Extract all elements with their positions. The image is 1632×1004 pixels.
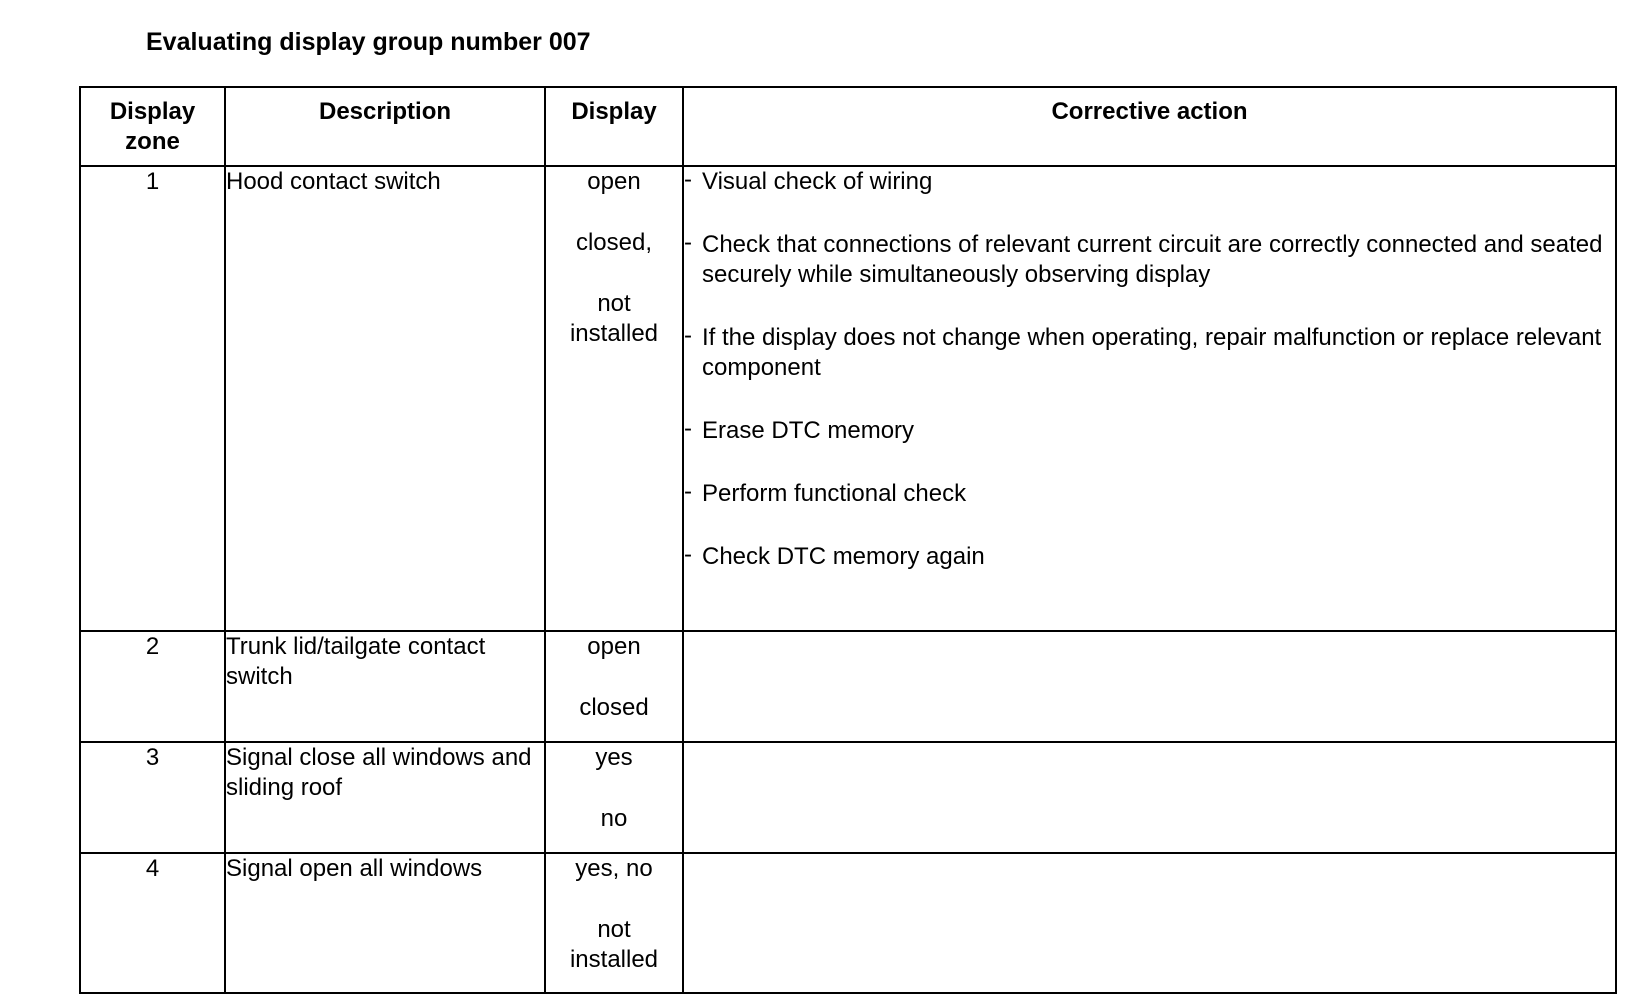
dash-bullet: - (684, 415, 692, 442)
zone-cell: 4 (80, 853, 225, 993)
display-value: not installed (569, 916, 659, 973)
page-title: Evaluating display group number 007 (146, 28, 591, 56)
zone-cell: 1 (80, 166, 225, 631)
dash-bullet: - (684, 322, 692, 349)
header-display: Display (545, 87, 683, 166)
description-cell: Trunk lid/tailgate contact switch (225, 631, 545, 742)
zone-cell: 2 (80, 631, 225, 742)
header-display-zone: Display zone (80, 87, 225, 166)
display-value: closed, (575, 229, 653, 256)
dash-bullet: - (684, 541, 692, 568)
table-row (80, 166, 1616, 631)
display-cell (545, 853, 683, 993)
description-cell: Signal close all windows and sliding roof (225, 742, 545, 853)
corrective-action-list (684, 167, 1615, 572)
action-item: - Check DTC memory again (684, 541, 985, 570)
corrective-action-cell (683, 166, 1616, 631)
action-item: - Check that connections of relevant current circuit are correctly connected and seated securely while simultaneously observing display (684, 229, 1603, 288)
action-item: - If the display does not change when operating, repair malfunction or replace relevant component (684, 322, 1602, 381)
table-row (80, 853, 1616, 993)
display-value: open (587, 168, 641, 195)
corrective-action-cell (683, 853, 1616, 993)
dash-bullet: - (684, 166, 692, 193)
header-corrective-action: Corrective action (683, 87, 1616, 166)
display-group-table (79, 86, 1617, 994)
table-header-row (80, 87, 1616, 166)
dash-bullet: - (684, 229, 692, 256)
display-cell (545, 166, 683, 631)
display-value: no (600, 805, 628, 832)
display-cell (545, 742, 683, 853)
dash-bullet: - (684, 478, 692, 505)
table-row (80, 742, 1616, 853)
action-item: - Perform functional check (684, 478, 967, 507)
corrective-action-cell (683, 631, 1616, 742)
display-value: closed (579, 694, 649, 721)
description-cell: Signal open all windows (225, 853, 545, 993)
header-description: Description (225, 87, 545, 166)
display-value: yes (595, 744, 633, 771)
action-item: - Visual check of wiring (684, 166, 933, 195)
display-value: open (587, 633, 641, 660)
action-item: - Erase DTC memory (684, 415, 915, 444)
zone-cell: 3 (80, 742, 225, 853)
display-value: not installed (569, 290, 659, 347)
corrective-action-cell (683, 742, 1616, 853)
table-row (80, 631, 1616, 742)
display-value: yes, no (575, 855, 653, 882)
display-cell (545, 631, 683, 742)
description-cell: Hood contact switch (225, 166, 545, 631)
